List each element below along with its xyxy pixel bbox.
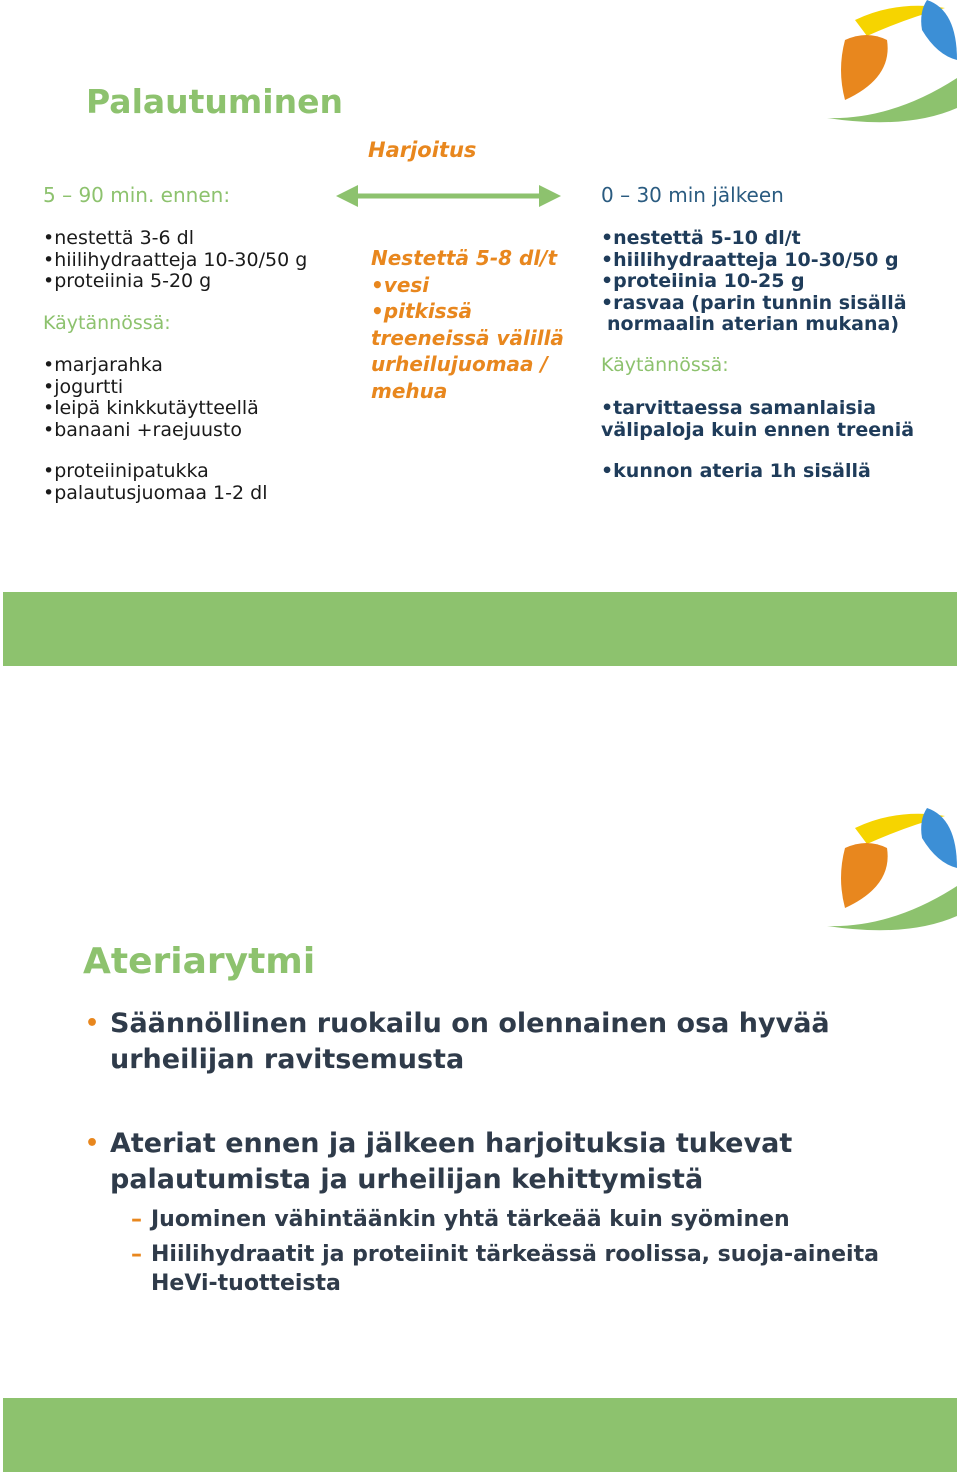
bullet-item: [83, 1006, 830, 1078]
sub-bullet-item: [131, 1205, 879, 1234]
list-item: • kunnon ateria 1h sisällä: [601, 461, 871, 483]
sub-bullet-line: Hiilihydraatit ja proteiinit tärkeässä roolissa, suoja-aineita: [151, 1242, 879, 1267]
sub-bullet-list: [131, 1205, 879, 1298]
list-item: • hiilihydraatteja 10-30/50 g: [43, 250, 307, 272]
list-item: • banaani +raejuusto: [43, 420, 259, 442]
after-practice-list: [601, 398, 914, 441]
list-item: • nestettä 3-6 dl: [43, 228, 307, 250]
before-practice-list: [43, 355, 259, 441]
list-item: • nestettä 5-10 dl/t: [601, 228, 907, 250]
after-meal-list: [601, 461, 871, 483]
during-header: Nestettä 5-8 dl/t: [371, 246, 558, 270]
before-extra-list: [43, 461, 267, 504]
dash-icon: –: [131, 1207, 142, 1232]
page-title: Ateriarytmi: [83, 941, 316, 982]
list-item: • marjarahka: [43, 355, 259, 377]
footer-bar: [3, 592, 957, 666]
footer-bar: [3, 1398, 957, 1472]
list-item: • leipä kinkkutäytteellä: [43, 398, 259, 420]
brand-logo-icon: [797, 0, 957, 125]
after-header: 0 – 30 min jälkeen: [601, 183, 784, 207]
list-item: • jogurtti: [43, 377, 259, 399]
list-item: • proteiinia 5-20 g: [43, 271, 307, 293]
during-item-long-cont: treeneissä välillä: [371, 325, 564, 350]
main-bullet-list: [83, 1126, 792, 1198]
sub-bullet-line: HeVi-tuotteista: [151, 1271, 341, 1296]
list-item: • rasvaa (parin tunnin sisällä: [601, 293, 907, 315]
list-item: • tarvittaessa samanlaisia: [601, 398, 914, 420]
bullet-line: palautumista ja urheilijan kehittymistä: [110, 1164, 704, 1195]
during-item-long: • pitkissä: [371, 298, 564, 325]
after-practice-label: Käytännössä:: [601, 354, 729, 376]
list-item-cont: välipaloja kuin ennen treeniä: [601, 418, 915, 441]
list-item: • proteiinipatukka: [43, 461, 267, 483]
slide-palautuminen: [3, 0, 957, 590]
list-item: • proteiinia 10-25 g: [601, 271, 907, 293]
bullet-line: urheilijan ravitsemusta: [110, 1044, 465, 1075]
bullet-line: Ateriat ennen ja jälkeen harjoituksia tukevat: [110, 1128, 793, 1159]
slide-ateriarytmi: [3, 808, 957, 1398]
bullet-dot-icon: •: [85, 1131, 100, 1156]
before-list: [43, 228, 307, 293]
during-block: [371, 245, 564, 404]
after-list: [601, 228, 907, 336]
sub-bullet-line: Juominen vähintäänkin yhtä tärkeää kuin syöminen: [151, 1207, 790, 1232]
during-item-long-cont: mehua: [371, 378, 448, 403]
brand-logo-icon: [797, 808, 957, 933]
dash-icon: –: [131, 1242, 142, 1267]
double-arrow-icon: [336, 183, 561, 209]
bullet-line: Säännöllinen ruokailu on olennainen osa hyvää: [110, 1008, 830, 1039]
page-title: Palautuminen: [86, 82, 343, 121]
before-practice-label: Käytännössä:: [43, 312, 171, 334]
training-header: Harjoitus: [368, 138, 477, 162]
before-header: 5 – 90 min. ennen:: [43, 183, 231, 207]
list-item: • hiilihydraatteja 10-30/50 g: [601, 250, 907, 272]
sub-bullet-item: [131, 1240, 879, 1298]
list-item: • palautusjuomaa 1-2 dl: [43, 483, 267, 505]
bullet-dot-icon: •: [85, 1011, 100, 1036]
bullet-item: [83, 1126, 792, 1198]
list-item-cont: normaalin aterian mukana): [607, 313, 900, 335]
during-item-water: • vesi: [371, 272, 564, 299]
main-bullet-list: [83, 1006, 830, 1078]
during-item-long-cont: urheilujuomaa /: [371, 352, 548, 376]
